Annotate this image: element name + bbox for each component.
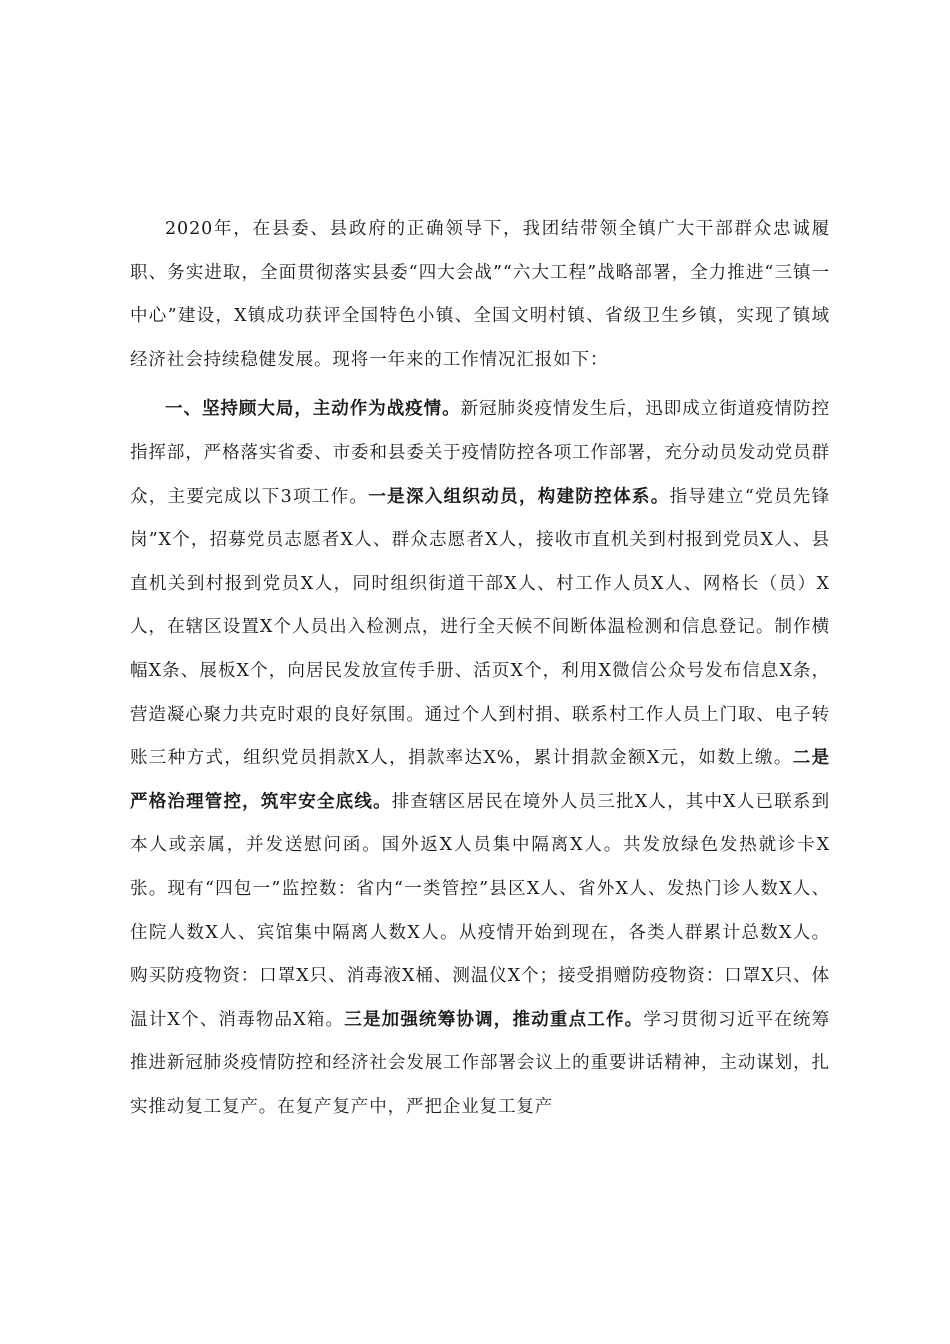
item-3-heading: 三是加强统筹协调，推动重点工作。 (344, 1009, 644, 1030)
section-1-intro: 新冠肺炎疫情发生后，迅即成立街道疫情防控指挥部，严格落实省委、市委和县委关于疫情防控各项工作部署，充分动员发动党员群众，主要完成以下3项工作。 (130, 399, 831, 507)
section-1-heading: 一、坚持顾大局，主动作为战疫情。 (165, 399, 461, 420)
item-1-heading: 一是深入组织动员，构建防控体系。 (368, 486, 670, 507)
document-page (130, 208, 830, 1129)
section-1-paragraph (130, 388, 830, 1129)
intro-text: 2020年，在县委、县政府的正确领导下，我团结带领全镇广大干部群众忠诚履职、务实进取，全面贯彻落实县委“四大会战”“六大工程”战略部署，全力推进“三镇一中心”建设，X镇成功获评全国特色小镇、全国文明村镇、省级卫生乡镇，实现了镇域经济社会持续稳健发展。现将一年来的工作情况汇报如下： (130, 219, 830, 370)
item-2-text: 排查辖区居民在境外人员三批X人，其中X人已联系到本人或亲属，并发送慰问函。国外返X人员集中隔离X人。共发放绿色发热就诊卡X张。现有“四包一”监控数：省内“一类管控”县区X人、省外X人、发热门诊人数X人、住院人数X人、宾馆集中隔离人数X人。从疫情开始到现在，各类人群累计总数X人。购买防疫物资：口罩X只、消毒液X桶、测温仪X个；接受捐赠防疫物资：口罩X只、体温计X个、消毒物品X箱。 (130, 791, 830, 1030)
item-2-heading: 二是严格治理管控，筑牢安全底线。 (130, 748, 830, 812)
item-1-text: 指导建立“党员先锋岗”X个，招募党员志愿者X人、群众志愿者X人，接收市直机关到村报到党员X人、县直机关到村报到党员X人，同时组织街道干部X人、村工作人员X人、网格长（员）X人，在辖区设置X个人员出入检测点，进行全天候不间断体温检测和信息登记。制作横幅X条、展板X个，向居民发放宣传手册、活页X个，利用X微信公众号发布信息X条，营造凝心聚力共克时艰的良好氛围。通过个人到村捐、联系村工作人员上门取、电子转账三种方式，组织党员捐款X人，捐款率达X%，累计捐款金额X元，如数上缴。 (130, 486, 831, 769)
intro-paragraph (130, 208, 830, 382)
item-3-text: 学习贯彻习近平在统筹推进新冠肺炎疫情防控和经济社会发展工作部署会议上的重要讲话精神，主动谋划，扎实推动复工复产。在复产复产中，严把企业复工复产 (130, 1009, 831, 1117)
